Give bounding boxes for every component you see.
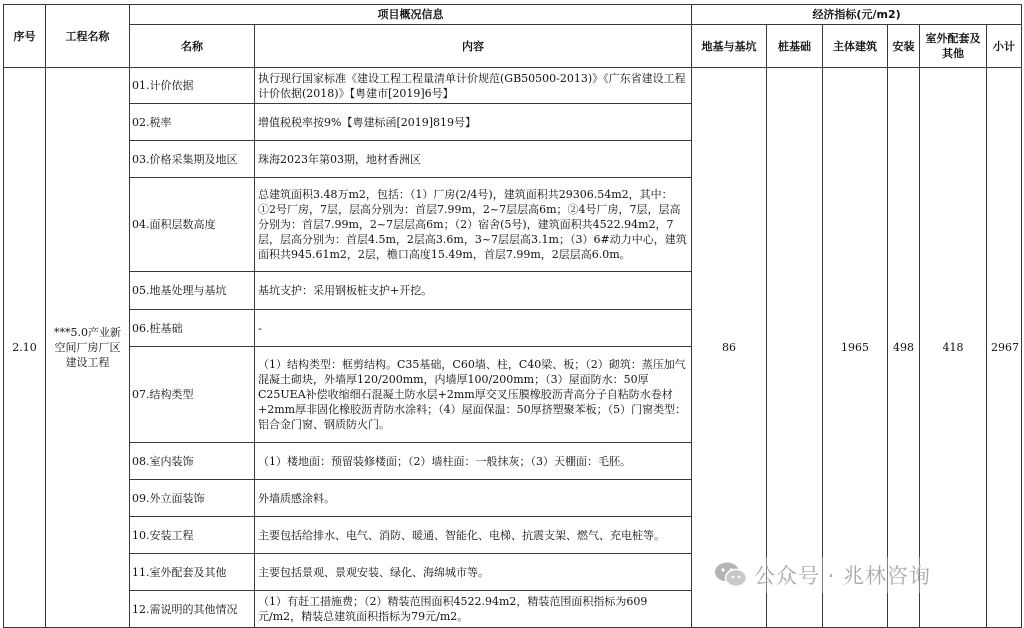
row-name: 02.税率 xyxy=(130,104,255,141)
header-econ-outdoor: 室外配套及其他 xyxy=(920,25,987,68)
watermark-text: 公众号 · 兆林咨询 xyxy=(754,564,932,588)
row-content: （1）有赶工措施费；（2）精装范围面积4522.94m2，精装范围面积指标为609元/m2，精装总建筑面积指标为79元/m2。 xyxy=(255,591,692,628)
row-name: 12.需说明的其他情况 xyxy=(130,591,255,628)
econ-installation-value: 498 xyxy=(888,68,920,628)
project-seq: 2.10 xyxy=(4,68,46,628)
row-content: 珠海2023年第03期，地材香洲区 xyxy=(255,141,692,178)
header-project-name: 工程名称 xyxy=(46,5,130,68)
row-name: 01.计价依据 xyxy=(130,68,255,104)
econ-pile-value xyxy=(767,68,823,628)
header-econ-main-building: 主体建筑 xyxy=(823,25,888,68)
row-content: 增值税税率按9%【粤建标函[2019]819号】 xyxy=(255,104,692,141)
row-name: 10.安装工程 xyxy=(130,517,255,554)
header-overview-name: 名称 xyxy=(130,25,255,68)
row-name: 03.价格采集期及地区 xyxy=(130,141,255,178)
row-content: 主要包括给排水、电气、消防、暖通、智能化、电梯、抗震支架、燃气、充电桩等。 xyxy=(255,517,692,554)
wechat-icon xyxy=(714,561,748,589)
row-content: 执行现行国家标准《建设工程工程量清单计价规范(GB50500-2013)》《广东省建设工程计价依据(2018)》【粤建市[2019]6号】 xyxy=(255,68,692,104)
header-overview-content: 内容 xyxy=(255,25,692,68)
row-name: 05.地基处理与基坑 xyxy=(130,272,255,310)
econ-main-building-value: 1965 xyxy=(823,68,888,628)
table-row xyxy=(4,68,1022,104)
row-content: 总建筑面积3.48万m2，包括：（1）厂房(2/4号)，建筑面积共29306.54m2，其中：①2号厂房，7层，层高分别为：首层7.99m，2~7层层高6m；②4号厂房，7层，层高分别为：首层7.99m，2~7层层高6m；（2）宿舍(5号)，建筑面积共4522.94m2，7层，层高分别为：首层4.5m，2层高3.6m，3~7层层高3.1m；（3）6#动力中心，建筑面积共945.61m2，2层，檐口高度15.49m，首层7.99m，2层层高6.0m。 xyxy=(255,178,692,272)
row-name: 07.结构类型 xyxy=(130,347,255,443)
header-econ-foundation-pit: 地基与基坑 xyxy=(692,25,767,68)
row-name: 09.外立面装饰 xyxy=(130,480,255,517)
header-econ-subtotal: 小计 xyxy=(987,25,1022,68)
header-econ-pile: 桩基础 xyxy=(767,25,823,68)
row-content: 外墙质感涂料。 xyxy=(255,480,692,517)
row-name: 04.面积层数高度 xyxy=(130,178,255,272)
header-econ-installation: 安装 xyxy=(888,25,920,68)
row-name: 11.室外配套及其他 xyxy=(130,554,255,591)
header-econ-group: 经济指标(元/m2) xyxy=(692,5,1022,25)
row-content: - xyxy=(255,310,692,347)
header-overview-group: 项目概况信息 xyxy=(130,5,692,25)
row-content: （1）结构类型：框剪结构。C35基础，C60墙、柱，C40梁、板；（2）砌筑：蒸压加气混凝土砌块，外墙厚120/200mm，内墙厚100/200mm；（3）屋面防水：50厚C25UEA补偿收缩细石混凝土防水层+2mm厚交叉压膜橡胶沥青高分子自粘防水卷材+2mm厚非固化橡胶沥青防水涂料；（4）屋面保温：50厚挤塑聚苯板；（5）门窗类型：铝合金门窗、钢质防火门。 xyxy=(255,347,692,443)
project-name: ***5.0产业新空间厂房厂区建设工程 xyxy=(46,68,130,628)
econ-foundation-pit-value: 86 xyxy=(692,68,767,628)
row-name: 08.室内装饰 xyxy=(130,443,255,480)
row-content: 基坑支护：采用钢板桩支护+开挖。 xyxy=(255,272,692,310)
econ-subtotal-value: 2967 xyxy=(987,68,1022,628)
header-seq: 序号 xyxy=(4,5,46,68)
row-name: 06.桩基础 xyxy=(130,310,255,347)
row-content: （1）楼地面：预留装修楼面；（2）墙柱面：一般抹灰；（3）天棚面：毛胚。 xyxy=(255,443,692,480)
cost-index-table xyxy=(3,4,1022,628)
watermark xyxy=(714,557,931,593)
econ-outdoor-value: 418 xyxy=(920,68,987,628)
row-content: 主要包括景观、景观安装、绿化、海绵城市等。 xyxy=(255,554,692,591)
